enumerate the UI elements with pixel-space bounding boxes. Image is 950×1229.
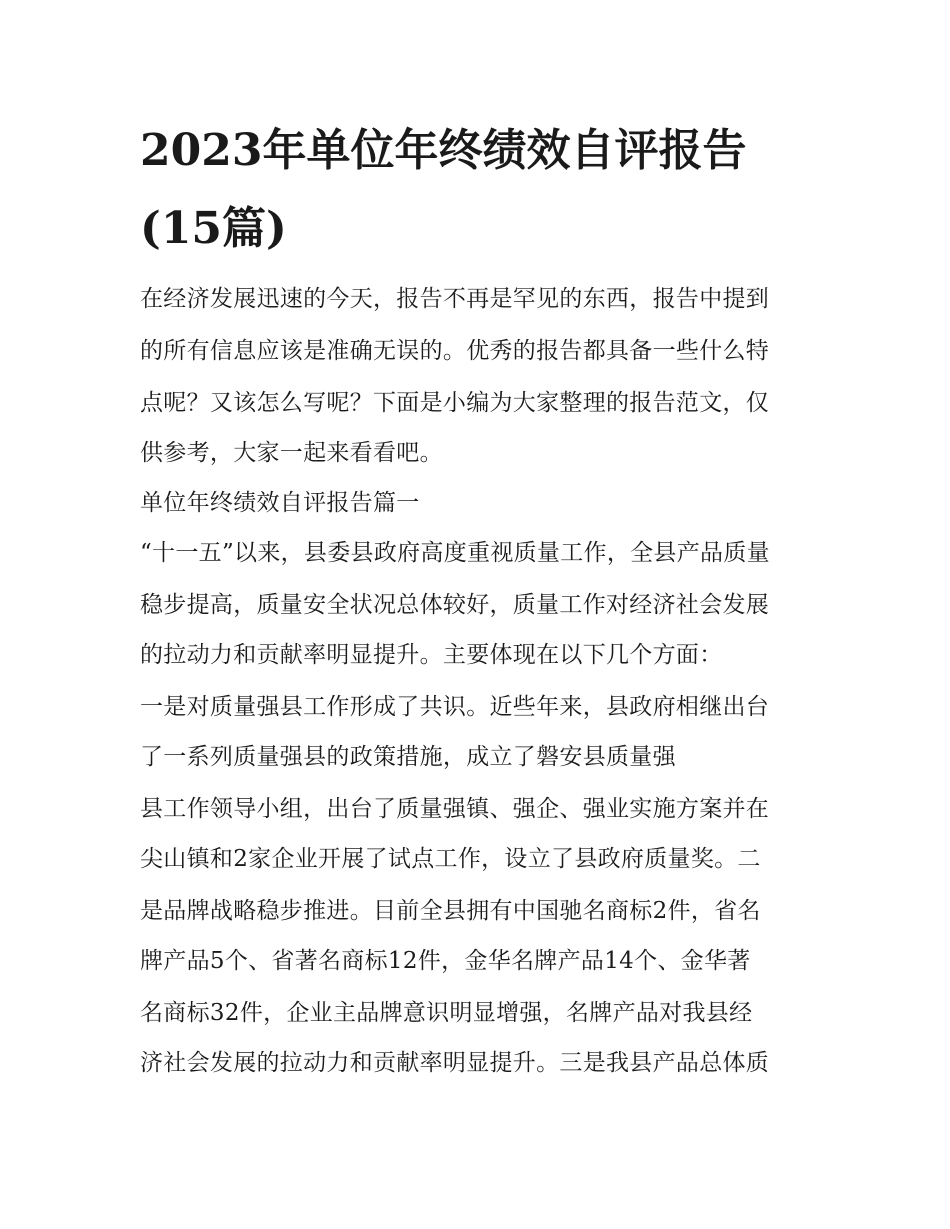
body-line: 点呢？又该怎么写呢？下面是小编为大家整理的报告范文，仅 xyxy=(140,390,770,416)
body-line: 是品牌战略稳步推进。目前全县拥有中国驰名商标2件，省名 xyxy=(140,898,761,924)
title-line-1: 2023年单位年终绩效自评报告 xyxy=(140,125,747,176)
body-line: 牌产品5个、省著名商标12件，金华名牌产品14个、金华著 xyxy=(140,948,751,974)
title-line-2: (15篇) xyxy=(140,203,287,254)
body-line: 了一系列质量强县的政策措施，成立了磐安县质量强 xyxy=(140,744,676,770)
section-heading: 单位年终绩效自评报告篇一 xyxy=(140,490,420,516)
document-title xyxy=(140,112,820,268)
body-line: 名商标32件，企业主品牌意识明显增强，名牌产品对我县经 xyxy=(140,1000,753,1026)
body-line: 的所有信息应该是准确无误的。优秀的报告都具备一些什么特 xyxy=(140,338,770,364)
body-line: 稳步提高，质量安全状况总体较好，质量工作对经济社会发展 xyxy=(140,592,770,618)
body-line: “十一五”以来，县委县政府高度重视质量工作，全县产品质量 xyxy=(140,540,770,566)
body-line: 供参考，大家一起来看看吧。 xyxy=(140,440,443,466)
body-line: 济社会发展的拉动力和贡献率明显提升。三是我县产品总体质 xyxy=(140,1050,770,1076)
body-line: 的拉动力和贡献率明显提升。主要体现在以下几个方面： xyxy=(140,642,723,668)
body-line: 一是对质量强县工作形成了共识。近些年来，县政府相继出台 xyxy=(140,694,770,720)
body-line: 在经济发展迅速的今天，报告不再是罕见的东西，报告中提到 xyxy=(140,286,770,312)
body-line: 尖山镇和2家企业开展了试点工作，设立了县政府质量奖。二 xyxy=(140,846,761,872)
body-line: 县工作领导小组，出台了质量强镇、强企、强业实施方案并在 xyxy=(140,796,770,822)
